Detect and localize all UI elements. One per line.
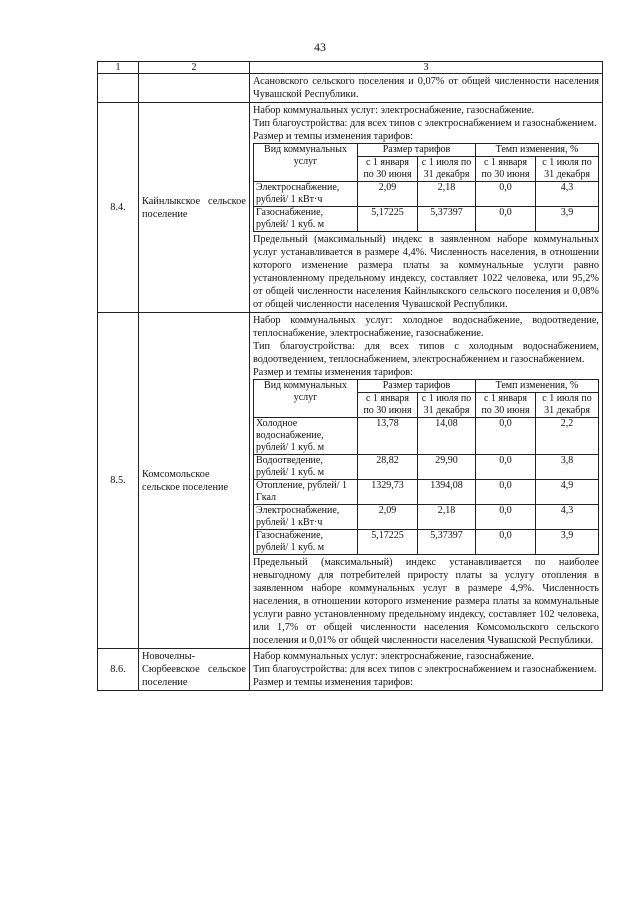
tariff-row xyxy=(254,418,599,455)
tariff-row xyxy=(254,505,599,530)
vid-header: Вид коммунальных услуг xyxy=(254,144,358,182)
rate-header: Темп изменения, % xyxy=(476,144,599,157)
period-1-header: с 1 января по 30 июня xyxy=(358,393,418,418)
period-1-header: с 1 января по 30 июня xyxy=(476,393,536,418)
tariff-h2: 14,08 xyxy=(418,418,476,455)
service-name: Электроснабжение, рублей/ 1 кВт·ч xyxy=(254,505,358,530)
settlement-name: Новочелны-Сюрбеевское сельское поселение xyxy=(139,649,250,691)
tariff-row xyxy=(254,530,599,555)
col-1-number: 1 xyxy=(98,62,139,74)
period-2-header: с 1 июля по 31 декабря xyxy=(536,393,599,418)
tariff-h1: 5,17225 xyxy=(358,207,418,232)
service-set: Набор коммунальных услуг: электроснабжение, газоснабжение. xyxy=(253,105,535,116)
row-number: 8.5. xyxy=(98,313,139,649)
settlement-row xyxy=(98,313,603,649)
continuation-text: Асановского сельского поселения и 0,07% от общей численности населения Чувашской Республики. xyxy=(253,76,599,100)
service-name: Отопление, рублей/ 1 Гкал xyxy=(254,480,358,505)
tariff-table xyxy=(253,379,599,555)
rate-h2: 4,3 xyxy=(536,182,599,207)
rate-h2: 3,8 xyxy=(536,455,599,480)
tariff-h1: 1329,73 xyxy=(358,480,418,505)
settlement-details xyxy=(250,649,603,691)
tariff-h1: 2,09 xyxy=(358,505,418,530)
row-number: 8.6. xyxy=(98,649,139,691)
col-3-number: 3 xyxy=(250,62,603,74)
period-1-header: с 1 января по 30 июня xyxy=(358,157,418,182)
tariff-row xyxy=(254,182,599,207)
column-number-row xyxy=(98,62,603,74)
service-set: Набор коммунальных услуг: электроснабжение, газоснабжение. xyxy=(253,651,535,662)
tariff-row xyxy=(254,480,599,505)
tariff-row xyxy=(254,455,599,480)
settlement-row xyxy=(98,103,603,313)
tariff-label: Размер и темпы изменения тарифов: xyxy=(253,131,414,142)
rate-header: Темп изменения, % xyxy=(476,380,599,393)
tariff-h1: 28,82 xyxy=(358,455,418,480)
rate-h1: 0,0 xyxy=(476,455,536,480)
tariff-h1: 13,78 xyxy=(358,418,418,455)
settlement-name: Кайнлыкское сельское поселение xyxy=(139,103,250,313)
service-name: Водоотведение, рублей/ 1 куб. м xyxy=(254,455,358,480)
service-name: Газоснабжение, рублей/ 1 куб. м xyxy=(254,207,358,232)
rate-h1: 0,0 xyxy=(476,418,536,455)
rate-h2: 4,3 xyxy=(536,505,599,530)
service-set: Набор коммунальных услуг: холодное водоснабжение, водоотведение, теплоснабжение, электроснабжение, газоснабжение. xyxy=(253,315,599,339)
settlement-details xyxy=(250,103,603,313)
rate-h2: 3,9 xyxy=(536,207,599,232)
rate-h1: 0,0 xyxy=(476,182,536,207)
rate-h2: 3,9 xyxy=(536,530,599,555)
rate-h1: 0,0 xyxy=(476,505,536,530)
tariff-label: Размер и темпы изменения тарифов: xyxy=(253,677,414,688)
tariff-h2: 2,18 xyxy=(418,505,476,530)
tariff-h1: 5,17225 xyxy=(358,530,418,555)
settlement-details xyxy=(250,313,603,649)
settlement-name: Комсомольское сельское поселение xyxy=(139,313,250,649)
period-2-header: с 1 июля по 31 декабря xyxy=(536,157,599,182)
rate-h1: 0,0 xyxy=(476,480,536,505)
max-index-note: Предельный (максимальный) индекс устанавливается по наиболее невыгодному для потребителей приросту платы за услугу отопления в заявленном наборе коммунальных услуг в размере 4,9%. Численность населения, в отношении которого изменение размера платы за коммунальные услуги равно установленному предельному индексу, составляет 102 человека, или 1,7% от общей численности населения Комсомольского сельского поселения и 0,01% от общей численности населения Чувашской Республики. xyxy=(253,557,599,646)
max-index-note: Предельный (максимальный) индекс в заявленном наборе коммунальных услуг устанавливается в размере 4,4%. Численность населения, в отношении которого изменение размера платы за коммунальные услуги равно установленному предельному индексу, составляет 1022 человека, или 95,2% от общей численности населения Кайнлыкского сельского поселения и 0,08% от общей численности населения Чувашской Республики. xyxy=(253,234,599,310)
tariff-h1: 2,09 xyxy=(358,182,418,207)
rate-h1: 0,0 xyxy=(476,207,536,232)
tariff-table xyxy=(253,143,599,232)
tariff-h2: 5,37397 xyxy=(418,207,476,232)
vid-header: Вид коммунальных услуг xyxy=(254,380,358,418)
rate-h1: 0,0 xyxy=(476,530,536,555)
service-name: Газоснабжение, рублей/ 1 куб. м xyxy=(254,530,358,555)
row-number: 8.4. xyxy=(98,103,139,313)
settlement-rows xyxy=(98,103,603,691)
size-header: Размер тарифов xyxy=(358,380,476,393)
page-number: 43 xyxy=(314,40,326,54)
tariff-document-table xyxy=(97,61,603,691)
tariff-h2: 5,37397 xyxy=(418,530,476,555)
tariff-label: Размер и темпы изменения тарифов: xyxy=(253,367,414,378)
improvement-type: Тип благоустройства: для всех типов с электроснабжением и газоснабжением. xyxy=(253,118,597,129)
improvement-type: Тип благоустройства: для всех типов с холодным водоснабжением, водоотведением, теплоснабжением, электроснабжением и газоснабжением. xyxy=(253,341,599,365)
period-2-header: с 1 июля по 31 декабря xyxy=(418,393,476,418)
tariff-row xyxy=(254,207,599,232)
tariff-h2: 2,18 xyxy=(418,182,476,207)
rate-h2: 2,2 xyxy=(536,418,599,455)
size-header: Размер тарифов xyxy=(358,144,476,157)
service-name: Холодное водоснабжение, рублей/ 1 куб. м xyxy=(254,418,358,455)
rate-h2: 4,9 xyxy=(536,480,599,505)
settlement-row xyxy=(98,649,603,691)
improvement-type: Тип благоустройства: для всех типов с электроснабжением и газоснабжением. xyxy=(253,664,597,675)
col-2-number: 2 xyxy=(139,62,250,74)
period-2-header: с 1 июля по 31 декабря xyxy=(418,157,476,182)
period-1-header: с 1 января по 30 июня xyxy=(476,157,536,182)
tariff-h2: 1394,08 xyxy=(418,480,476,505)
tariff-h2: 29,90 xyxy=(418,455,476,480)
continuation-row xyxy=(98,74,603,103)
service-name: Электроснабжение, рублей/ 1 кВт·ч xyxy=(254,182,358,207)
